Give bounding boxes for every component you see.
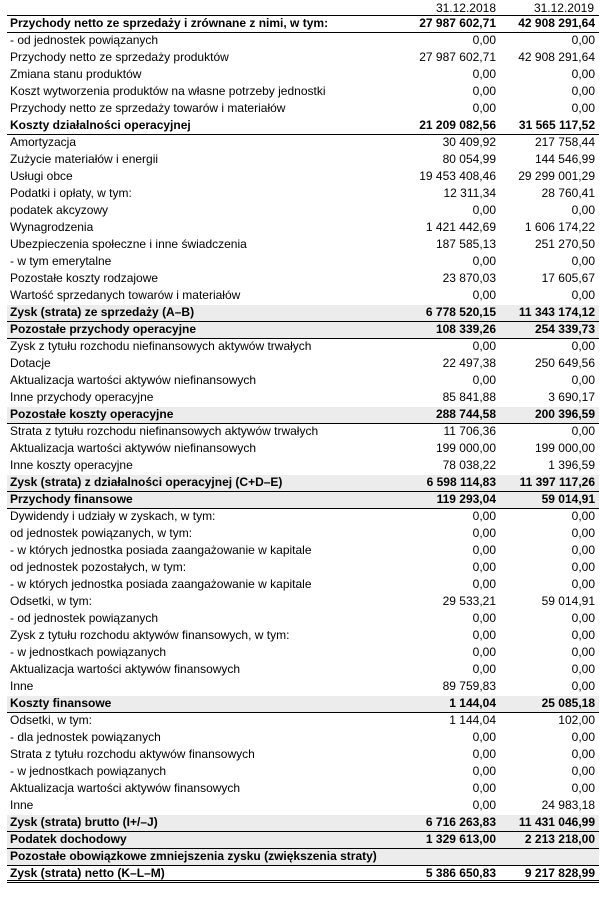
value-2018: 0,00 <box>472 203 496 217</box>
row-label: Dywidendy i udziały w zyskach, w tym: <box>10 509 216 523</box>
column-2018: 31.12.2018 <box>435 1 496 15</box>
value-2019: 0,00 <box>571 526 595 540</box>
row-label: Przychody netto ze sprzedaży i zrównane z nimi, w tym: <box>10 16 329 30</box>
row-label: Dotacje <box>10 356 51 370</box>
section-row <box>7 849 599 866</box>
row-label: Amortyzacja <box>10 135 77 149</box>
line-item-row <box>7 798 599 815</box>
row-label: Podatki i opłaty, w tym: <box>10 186 132 200</box>
value-2019: 251 270,50 <box>534 237 595 251</box>
row-label: podatek akcyzowy <box>10 203 109 217</box>
row-label: - od jednostek powiązanych <box>10 33 159 47</box>
value-2019: 2 213 218,00 <box>524 832 595 846</box>
value-2019: 0,00 <box>571 662 595 676</box>
value-2018: 27 987 602,71 <box>419 50 496 64</box>
column-2019: 31.12.2019 <box>533 1 594 15</box>
value-2019: 250 649,56 <box>534 356 595 370</box>
row-label: Aktualizacja wartości aktywów niefinansowych <box>10 441 257 455</box>
row-label: - w jednostkach powiązanych <box>10 645 167 659</box>
value-2018: 0,00 <box>472 254 496 268</box>
value-2018: 0,00 <box>472 628 496 642</box>
line-item-row <box>7 577 599 594</box>
value-2019: 0,00 <box>571 373 595 387</box>
line-item-row <box>7 560 599 577</box>
value-2019: 102,00 <box>558 713 595 727</box>
value-2019: 0,00 <box>571 577 595 591</box>
value-2019: 0,00 <box>571 101 595 115</box>
value-2019: 0,00 <box>571 288 595 302</box>
line-item-row <box>7 509 599 526</box>
row-label: Inne koszty operacyjne <box>10 458 133 472</box>
value-2019: 0,00 <box>571 679 595 693</box>
value-2019: 0,00 <box>571 730 595 744</box>
value-2019: 1 606 174,22 <box>524 220 595 234</box>
line-item-row <box>7 747 599 764</box>
value-2018: 29 533,21 <box>442 594 496 608</box>
value-2019: 0,00 <box>571 339 595 353</box>
row-label: Zmiana stanu produktów <box>10 67 142 81</box>
row-label: Wynagrodzenia <box>10 220 94 234</box>
row-label: od jednostek pozostałych, w tym: <box>10 560 187 574</box>
value-2018: 78 038,22 <box>442 458 496 472</box>
value-2018: 0,00 <box>472 730 496 744</box>
row-label: Usługi obce <box>10 169 73 183</box>
value-2019: 3 690,17 <box>548 390 595 404</box>
value-2019: 11 431 046,99 <box>518 815 595 829</box>
subtotal-row <box>7 305 599 322</box>
value-2018: 0,00 <box>472 526 496 540</box>
section-row <box>7 407 599 424</box>
value-2018: 19 453 408,46 <box>419 169 496 183</box>
value-2018: 0,00 <box>472 560 496 574</box>
row-label: Koszty finansowe <box>10 696 112 710</box>
section-row <box>7 492 599 509</box>
value-2019: 59 014,91 <box>541 492 595 506</box>
value-2019: 1 396,59 <box>548 458 595 472</box>
line-item-row <box>7 33 599 50</box>
row-label: Zysk (strata) z działalności operacyjnej (C+D–E) <box>10 475 283 489</box>
value-2018: 11 706,36 <box>443 424 496 438</box>
line-item-row <box>7 543 599 560</box>
line-item-row <box>7 169 599 186</box>
value-2018: 22 497,38 <box>442 356 496 370</box>
value-2019: 0,00 <box>571 543 595 557</box>
value-2018: 0,00 <box>472 611 496 625</box>
value-2019: 0,00 <box>571 764 595 778</box>
value-2019: 217 758,44 <box>534 135 595 149</box>
value-2019: 0,00 <box>571 747 595 761</box>
value-2019: 24 983,18 <box>541 798 595 812</box>
column-header <box>7 0 599 16</box>
value-2018: 0,00 <box>472 373 496 387</box>
row-label: Przychody finansowe <box>10 492 133 506</box>
value-2019: 29 299 001,29 <box>518 169 595 183</box>
value-2018: 288 744,58 <box>435 407 496 421</box>
section-row <box>7 118 599 135</box>
value-2019: 25 085,18 <box>541 696 595 710</box>
line-item-row <box>7 628 599 645</box>
line-item-row <box>7 390 599 407</box>
value-2018: 27 987 602,71 <box>419 16 496 30</box>
row-label: Zużycie materiałów i energii <box>10 152 159 166</box>
value-2018: 108 339,26 <box>435 322 496 336</box>
row-label: - w których jednostka posiada zaangażowanie w kapitale <box>10 577 312 591</box>
value-2018: 0,00 <box>472 288 496 302</box>
line-item-row <box>7 679 599 696</box>
section-row <box>7 16 599 33</box>
value-2018: 21 209 082,56 <box>419 118 496 132</box>
value-2018: 0,00 <box>472 577 496 591</box>
value-2018: 89 759,83 <box>442 679 496 693</box>
value-2018: 0,00 <box>472 747 496 761</box>
line-item-row <box>7 781 599 798</box>
value-2018: 6 716 263,83 <box>425 815 496 829</box>
row-label: Ubezpieczenia społeczne i inne świadczenia <box>10 237 247 251</box>
value-2018: 0,00 <box>472 645 496 659</box>
value-2019: 0,00 <box>571 509 595 523</box>
value-2018: 5 386 650,83 <box>425 866 496 880</box>
value-2018: 0,00 <box>472 781 496 795</box>
value-2018: 1 144,04 <box>449 696 496 710</box>
value-2019: 11 397 117,26 <box>519 475 595 489</box>
value-2019: 42 908 291,64 <box>518 50 595 64</box>
line-item-row <box>7 237 599 254</box>
line-item-row <box>7 441 599 458</box>
row-label: Odsetki, w tym: <box>10 713 93 727</box>
value-2019: 144 546,99 <box>534 152 595 166</box>
value-2019: 31 565 117,52 <box>518 118 595 132</box>
row-label: Zysk (strata) ze sprzedaży (A–B) <box>10 305 195 319</box>
row-label: Inne przychody operacyjne <box>10 390 154 404</box>
row-label: - w tym emerytalne <box>10 254 112 268</box>
value-2019: 9 217 828,99 <box>524 866 595 880</box>
value-2019: 59 014,91 <box>541 594 595 608</box>
value-2019: 0,00 <box>571 560 595 574</box>
line-item-row <box>7 526 599 543</box>
row-label: Koszty działalności operacyjnej <box>10 118 191 132</box>
row-label: Wartość sprzedanych towarów i materiałów <box>10 288 241 302</box>
row-label: - od jednostek powiązanych <box>10 611 159 625</box>
value-2019: 42 908 291,64 <box>518 16 595 30</box>
row-label: - w jednostkach powiązanych <box>10 764 167 778</box>
value-2019: 0,00 <box>571 781 595 795</box>
line-item-row <box>7 220 599 237</box>
row-label: Aktualizacja wartości aktywów finansowych <box>10 662 241 676</box>
value-2018: 0,00 <box>472 662 496 676</box>
value-2018: 6 598 114,83 <box>426 475 496 489</box>
value-2019: 200 396,59 <box>534 407 595 421</box>
row-label: Odsetki, w tym: <box>10 594 93 608</box>
row-label: Koszt wytworzenia produktów na własne potrzeby jednostki <box>10 84 326 98</box>
value-2018: 1 144,04 <box>449 713 496 727</box>
line-item-row <box>7 730 599 747</box>
line-item-row <box>7 594 599 611</box>
row-label: Pozostałe koszty operacyjne <box>10 407 174 421</box>
value-2018: 199 000,00 <box>435 441 496 455</box>
value-2018: 0,00 <box>472 798 496 812</box>
row-label: Aktualizacja wartości aktywów finansowych <box>10 781 241 795</box>
value-2019: 0,00 <box>571 611 595 625</box>
row-label: Inne <box>10 798 34 812</box>
row-label: od jednostek powiązanych, w tym: <box>10 526 193 540</box>
row-label: Inne <box>10 679 34 693</box>
row-label: Pozostałe przychody operacyjne <box>10 322 197 336</box>
row-label: Zysk z tytułu rozchodu aktywów finansowych, w tym: <box>10 628 290 642</box>
line-item-row <box>7 101 599 118</box>
value-2019: 199 000,00 <box>534 441 595 455</box>
value-2019: 0,00 <box>571 254 595 268</box>
line-item-row <box>7 67 599 84</box>
value-2018: 30 409,92 <box>442 135 496 149</box>
row-label: Przychody netto ze sprzedaży produktów <box>10 50 229 64</box>
row-label: Zysk (strata) brutto (I+/–J) <box>10 815 158 829</box>
row-label: - dla jednostek powiązanych <box>10 730 161 744</box>
value-2018: 85 841,88 <box>442 390 496 404</box>
net-result-row <box>7 866 599 883</box>
line-item-row <box>7 662 599 679</box>
row-label: Pozostałe koszty rodzajowe <box>10 271 159 285</box>
line-item-row <box>7 424 599 441</box>
row-label: Strata z tytułu rozchodu niefinansowych aktywów trwałych <box>10 424 319 438</box>
value-2018: 187 585,13 <box>435 237 496 251</box>
line-item-row <box>7 135 599 152</box>
row-label: Zysk (strata) netto (K–L–M) <box>10 866 165 880</box>
row-label: Podatek dochodowy <box>10 832 127 846</box>
line-item-row <box>7 203 599 220</box>
row-label: Strata z tytułu rozchodu aktywów finansowych <box>10 747 255 761</box>
line-item-row <box>7 611 599 628</box>
line-item-row <box>7 50 599 67</box>
value-2019: 17 605,67 <box>541 271 595 285</box>
value-2018: 119 293,04 <box>436 492 496 506</box>
value-2018: 1 421 442,69 <box>425 220 496 234</box>
line-item-row <box>7 356 599 373</box>
section-row <box>7 322 599 339</box>
line-item-row <box>7 186 599 203</box>
line-item-row <box>7 373 599 390</box>
line-item-row <box>7 152 599 169</box>
value-2019: 0,00 <box>571 84 595 98</box>
value-2019: 0,00 <box>571 628 595 642</box>
row-label: Pozostałe obowiązkowe zmniejszenia zysku (zwiększenia straty) <box>10 849 377 863</box>
line-item-row <box>7 254 599 271</box>
value-2018: 0,00 <box>472 67 496 81</box>
value-2019: 11 343 174,12 <box>518 305 595 319</box>
subtotal-row <box>7 475 599 492</box>
value-2019: 0,00 <box>571 33 595 47</box>
value-2019: 28 760,41 <box>541 186 595 200</box>
value-2019: 0,00 <box>571 203 595 217</box>
value-2019: 0,00 <box>571 67 595 81</box>
line-item-row <box>7 271 599 288</box>
value-2018: 12 311,34 <box>443 186 496 200</box>
row-label: Aktualizacja wartości aktywów niefinansowych <box>10 373 257 387</box>
line-item-row <box>7 288 599 305</box>
row-label: - w których jednostka posiada zaangażowanie w kapitale <box>10 543 312 557</box>
value-2018: 0,00 <box>472 509 496 523</box>
value-2018: 6 778 520,15 <box>425 305 496 319</box>
value-2018: 23 870,03 <box>442 271 496 285</box>
section-row <box>7 832 599 849</box>
row-label: Przychody netto ze sprzedaży towarów i materiałów <box>10 101 286 115</box>
statement-rows <box>7 16 599 883</box>
line-item-row <box>7 645 599 662</box>
line-item-row <box>7 764 599 781</box>
value-2018: 0,00 <box>472 543 496 557</box>
value-2019: 0,00 <box>571 645 595 659</box>
line-item-row <box>7 458 599 475</box>
section-row <box>7 696 599 713</box>
value-2018: 80 054,99 <box>442 152 496 166</box>
value-2018: 0,00 <box>472 339 496 353</box>
income-statement <box>7 0 599 883</box>
value-2018: 0,00 <box>472 764 496 778</box>
value-2018: 0,00 <box>472 84 496 98</box>
line-item-row <box>7 713 599 730</box>
value-2018: 0,00 <box>472 101 496 115</box>
value-2019: 0,00 <box>571 424 595 438</box>
value-2018: 0,00 <box>472 33 496 47</box>
value-2018: 1 329 613,00 <box>425 832 496 846</box>
line-item-row <box>7 339 599 356</box>
value-2019: 254 339,73 <box>534 322 595 336</box>
line-item-row <box>7 84 599 101</box>
row-label: Zysk z tytułu rozchodu niefinansowych aktywów trwałych <box>10 339 312 353</box>
subtotal-row <box>7 815 599 832</box>
